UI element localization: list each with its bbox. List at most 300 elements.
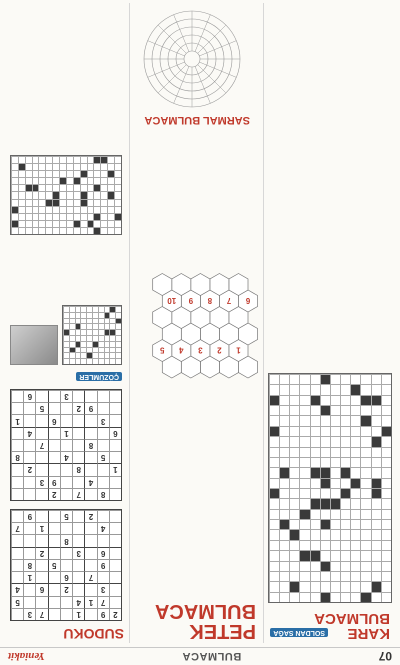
grid-cell (66, 227, 73, 234)
sudoku-cell (35, 559, 47, 571)
grid-cell (330, 488, 340, 498)
hex-number: 6 (245, 296, 251, 305)
grid-cell (300, 415, 310, 425)
grid-cell (104, 347, 110, 353)
grid-cell (80, 306, 86, 312)
grid-cell (381, 457, 391, 467)
sudoku-cell: 2 (23, 463, 35, 475)
grid-cell (104, 352, 110, 358)
sudoku-cell (48, 402, 60, 414)
grid-cell (80, 358, 86, 364)
sudoku-cell (35, 414, 47, 426)
sudoku-cell (109, 583, 121, 595)
grid-cell (340, 384, 350, 394)
grid-cell (66, 170, 73, 177)
hex-number: 5 (160, 345, 165, 355)
grid-cell (300, 509, 310, 519)
grid-cell (350, 519, 360, 529)
grid-cell (80, 156, 87, 163)
sudoku-cell: 1 (84, 596, 96, 608)
grid-cell (92, 347, 98, 353)
sudoku-cell (72, 522, 84, 534)
sudoku-cell (23, 451, 35, 463)
sudoku-cell (48, 510, 60, 522)
grid-cell (45, 220, 52, 227)
hex-number: 8 (207, 296, 213, 305)
sudoku-cell: 5 (48, 559, 60, 571)
grid-cell (289, 426, 299, 436)
grid-cell (52, 199, 59, 206)
grid-cell (269, 519, 279, 529)
grid-cell (361, 384, 371, 394)
sudoku-cell: 7 (72, 488, 84, 500)
grid-cell (381, 467, 391, 477)
sudoku-cell (60, 596, 72, 608)
grid-cell (100, 227, 107, 234)
sudoku-cell (11, 439, 23, 451)
grid-cell (69, 358, 75, 364)
sudoku-cell (72, 534, 84, 546)
grid-cell (340, 509, 350, 519)
grid-cell (310, 561, 320, 571)
hex-number: 10 (167, 296, 177, 305)
grid-cell (269, 426, 279, 436)
grid-cell (114, 170, 121, 177)
solution-photo (10, 325, 58, 365)
sudoku-cell (97, 439, 109, 451)
grid-cell (80, 184, 87, 191)
sudoku-cell (109, 451, 121, 463)
grid-cell (340, 529, 350, 539)
grid-cell (66, 220, 73, 227)
grid-cell (310, 436, 320, 446)
grid-cell (100, 163, 107, 170)
grid-cell (350, 447, 360, 457)
grid-cell (289, 384, 299, 394)
grid-cell (66, 206, 73, 213)
grid-cell (289, 498, 299, 508)
grid-cell (39, 220, 46, 227)
grid-cell (86, 323, 92, 329)
grid-cell (361, 581, 371, 591)
grid-cell (330, 592, 340, 602)
grid-cell (350, 467, 360, 477)
grid-cell (350, 405, 360, 415)
sudoku-cell: 3 (60, 390, 72, 402)
grid-cell (69, 347, 75, 353)
sudoku-cell: 4 (72, 596, 84, 608)
sudoku-cell: 8 (23, 559, 35, 571)
grid-cell (80, 199, 87, 206)
grid-cell (66, 156, 73, 163)
grid-cell (279, 405, 289, 415)
grid-cell (52, 220, 59, 227)
grid-cell (269, 581, 279, 591)
grid-cell (350, 384, 360, 394)
grid-cell (18, 206, 25, 213)
grid-cell (109, 341, 115, 347)
sudoku-cell: 7 (84, 571, 96, 583)
grid-cell (63, 341, 69, 347)
grid-cell (300, 436, 310, 446)
grid-cell (371, 447, 381, 457)
sudoku-cell (11, 390, 23, 402)
sudoku-cell (97, 534, 109, 546)
grid-cell (269, 478, 279, 488)
sudoku-cell (60, 402, 72, 414)
grid-cell (381, 395, 391, 405)
grid-cell (269, 488, 279, 498)
grid-cell (381, 415, 391, 425)
grid-cell (114, 163, 121, 170)
grid-cell (75, 306, 81, 312)
grid-cell (87, 199, 94, 206)
grid-cell (92, 358, 98, 364)
grid-cell (371, 436, 381, 446)
grid-cell (381, 374, 391, 384)
circle-ring (184, 51, 200, 67)
sudoku-cell (72, 390, 84, 402)
grid-cell (32, 191, 39, 198)
grid-cell (340, 498, 350, 508)
grid-cell (11, 191, 18, 198)
sudoku-cell: 6 (97, 547, 109, 559)
grid-cell (279, 436, 289, 446)
grid-cell (52, 206, 59, 213)
grid-cell (300, 540, 310, 550)
grid-cell (18, 191, 25, 198)
grid-cell (361, 498, 371, 508)
grid-cell (340, 519, 350, 529)
grid-cell (52, 156, 59, 163)
grid-cell (59, 163, 66, 170)
grid-cell (381, 436, 391, 446)
grid-cell (25, 184, 32, 191)
grid-cell (59, 170, 66, 177)
sudoku-cell (109, 476, 121, 488)
grid-cell (361, 488, 371, 498)
grid-cell (94, 213, 101, 220)
grid-cell (104, 335, 110, 341)
grid-cell (52, 170, 59, 177)
grid-cell (18, 220, 25, 227)
grid-cell (269, 561, 279, 571)
grid-cell (39, 213, 46, 220)
grid-cell (75, 347, 81, 353)
grid-cell (350, 374, 360, 384)
sudoku-cell (11, 476, 23, 488)
grid-cell (310, 457, 320, 467)
grid-cell (361, 467, 371, 477)
sudoku-cell (109, 547, 121, 559)
petek-title-line2: BULMACA (154, 600, 256, 622)
sudoku-cell (72, 559, 84, 571)
grid-cell (69, 335, 75, 341)
sudoku-cell (23, 596, 35, 608)
grid-cell (114, 199, 121, 206)
sudoku-cell (97, 402, 109, 414)
grid-cell (361, 426, 371, 436)
grid-cell (109, 335, 115, 341)
grid-cell (11, 184, 18, 191)
grid-cell (18, 163, 25, 170)
grid-cell (320, 415, 330, 425)
grid-cell (279, 529, 289, 539)
grid-cell (25, 220, 32, 227)
grid-cell (80, 341, 86, 347)
grid-cell (25, 163, 32, 170)
grid-cell (86, 329, 92, 335)
grid-cell (330, 436, 340, 446)
grid-cell (18, 184, 25, 191)
sudoku-cell (84, 534, 96, 546)
hex-number: 4 (179, 345, 184, 355)
grid-cell (279, 550, 289, 560)
sarmal-circle-grid (140, 7, 244, 111)
grid-cell (69, 329, 75, 335)
grid-cell (98, 341, 104, 347)
grid-cell (269, 457, 279, 467)
grid-cell (371, 415, 381, 425)
grid-cell (45, 191, 52, 198)
grid-cell (75, 341, 81, 347)
grid-cell (73, 156, 80, 163)
grid-cell (269, 509, 279, 519)
grid-cell (69, 312, 75, 318)
sudoku-cell: 8 (11, 451, 23, 463)
sudoku-cell (60, 522, 72, 534)
grid-cell (104, 306, 110, 312)
grid-cell (25, 227, 32, 234)
grid-cell (320, 561, 330, 571)
sudoku-cell: 1 (72, 608, 84, 620)
grid-cell (381, 488, 391, 498)
grid-cell (361, 509, 371, 519)
grid-cell (63, 347, 69, 353)
grid-cell (279, 571, 289, 581)
grid-cell (371, 384, 381, 394)
grid-cell (45, 227, 52, 234)
grid-cell (300, 529, 310, 539)
grid-cell (109, 358, 115, 364)
grid-cell (104, 312, 110, 318)
grid-cell (92, 329, 98, 335)
grid-cell (109, 306, 115, 312)
grid-cell (109, 347, 115, 353)
grid-cell (371, 478, 381, 488)
grid-cell (300, 581, 310, 591)
grid-cell (320, 540, 330, 550)
grid-cell (115, 329, 121, 335)
grid-cell (94, 177, 101, 184)
sudoku-cell (23, 402, 35, 414)
grid-cell (94, 199, 101, 206)
grid-cell (107, 184, 114, 191)
grid-cell (73, 206, 80, 213)
grid-cell (98, 312, 104, 318)
grid-cell (25, 191, 32, 198)
grid-cell (279, 509, 289, 519)
grid-cell (330, 561, 340, 571)
sudoku-cell: 2 (109, 608, 121, 620)
grid-cell (39, 191, 46, 198)
sudoku-cell: 5 (35, 402, 47, 414)
grid-cell (86, 358, 92, 364)
grid-cell (75, 318, 81, 324)
grid-cell (279, 561, 289, 571)
grid-cell (98, 335, 104, 341)
grid-cell (100, 170, 107, 177)
grid-cell (11, 220, 18, 227)
sudoku-cell (11, 402, 23, 414)
grid-cell (371, 374, 381, 384)
grid-cell (32, 170, 39, 177)
grid-cell (310, 509, 320, 519)
grid-cell (63, 306, 69, 312)
grid-cell (18, 213, 25, 220)
grid-cell (371, 592, 381, 602)
grid-cell (330, 571, 340, 581)
grid-cell (340, 447, 350, 457)
hex-number: 3 (198, 345, 203, 355)
grid-cell (59, 177, 66, 184)
grid-cell (330, 550, 340, 560)
sudoku-cell: 7 (35, 439, 47, 451)
grid-cell (18, 199, 25, 206)
grid-cell (310, 540, 320, 550)
sudoku-cell: 2 (48, 488, 60, 500)
grid-cell (80, 347, 86, 353)
sudoku-cell (84, 390, 96, 402)
grid-cell (289, 374, 299, 384)
grid-cell (94, 227, 101, 234)
grid-cell (320, 529, 330, 539)
grid-cell (340, 426, 350, 436)
grid-cell (11, 156, 18, 163)
grid-cell (39, 206, 46, 213)
grid-cell (104, 329, 110, 335)
grid-cell (381, 509, 391, 519)
grid-cell (289, 561, 299, 571)
grid-cell (69, 341, 75, 347)
grid-cell (330, 447, 340, 457)
grid-cell (289, 581, 299, 591)
sudoku-cell (84, 608, 96, 620)
grid-cell (340, 478, 350, 488)
grid-cell (340, 550, 350, 560)
grid-cell (73, 199, 80, 206)
grid-cell (269, 447, 279, 457)
grid-cell (269, 384, 279, 394)
grid-cell (39, 199, 46, 206)
sudoku-cell (60, 608, 72, 620)
grid-cell (73, 184, 80, 191)
sudoku-cell: 5 (11, 596, 23, 608)
grid-cell (330, 581, 340, 591)
grid-cell (114, 206, 121, 213)
sudoku-cell: 2 (72, 402, 84, 414)
grid-cell (11, 206, 18, 213)
grid-cell (39, 170, 46, 177)
grid-cell (87, 170, 94, 177)
sudoku-cell (84, 451, 96, 463)
grid-cell (361, 519, 371, 529)
grid-cell (340, 374, 350, 384)
grid-cell (279, 395, 289, 405)
kare-title-line2: BULMACA (314, 610, 390, 627)
grid-cell (73, 170, 80, 177)
grid-cell (350, 395, 360, 405)
page-header (0, 647, 400, 665)
grid-cell (80, 213, 87, 220)
grid-cell (330, 519, 340, 529)
grid-cell (289, 529, 299, 539)
grid-cell (32, 156, 39, 163)
grid-cell (80, 227, 87, 234)
circle-spoke (198, 25, 226, 53)
sudoku-cell (35, 571, 47, 583)
grid-cell (32, 184, 39, 191)
grid-cell (279, 540, 289, 550)
sudoku-cell (48, 439, 60, 451)
grid-cell (87, 206, 94, 213)
sudoku-cell: 6 (48, 414, 60, 426)
sudoku-cell (109, 510, 121, 522)
grid-cell (45, 206, 52, 213)
grid-cell (59, 199, 66, 206)
grid-cell (289, 478, 299, 488)
brand-logo: Yeniakit (8, 650, 45, 663)
grid-cell (80, 335, 86, 341)
grid-cell (52, 184, 59, 191)
grid-cell (86, 352, 92, 358)
grid-cell (92, 312, 98, 318)
grid-cell (310, 581, 320, 591)
grid-cell (320, 405, 330, 415)
sudoku-cell (72, 439, 84, 451)
grid-cell (371, 571, 381, 581)
grid-cell (279, 592, 289, 602)
grid-cell (73, 213, 80, 220)
grid-cell (300, 405, 310, 415)
grid-cell (371, 540, 381, 550)
grid-cell (86, 318, 92, 324)
grid-cell (73, 220, 80, 227)
sudoku-cell: 1 (11, 414, 23, 426)
grid-cell (66, 199, 73, 206)
grid-cell (86, 341, 92, 347)
sudoku-cell (72, 583, 84, 595)
grid-cell (361, 550, 371, 560)
grid-cell (289, 405, 299, 415)
grid-cell (80, 329, 86, 335)
grid-cell (300, 467, 310, 477)
grid-cell (25, 170, 32, 177)
sudoku-title: SUDOKU (63, 626, 124, 642)
grid-cell (269, 550, 279, 560)
sudoku-cell (48, 522, 60, 534)
grid-cell (289, 395, 299, 405)
grid-cell (11, 227, 18, 234)
grid-cell (11, 213, 18, 220)
grid-cell (300, 374, 310, 384)
grid-cell (361, 478, 371, 488)
grid-cell (107, 170, 114, 177)
grid-cell (63, 329, 69, 335)
grid-cell (114, 227, 121, 234)
grid-cell (87, 184, 94, 191)
grid-cell (310, 467, 320, 477)
